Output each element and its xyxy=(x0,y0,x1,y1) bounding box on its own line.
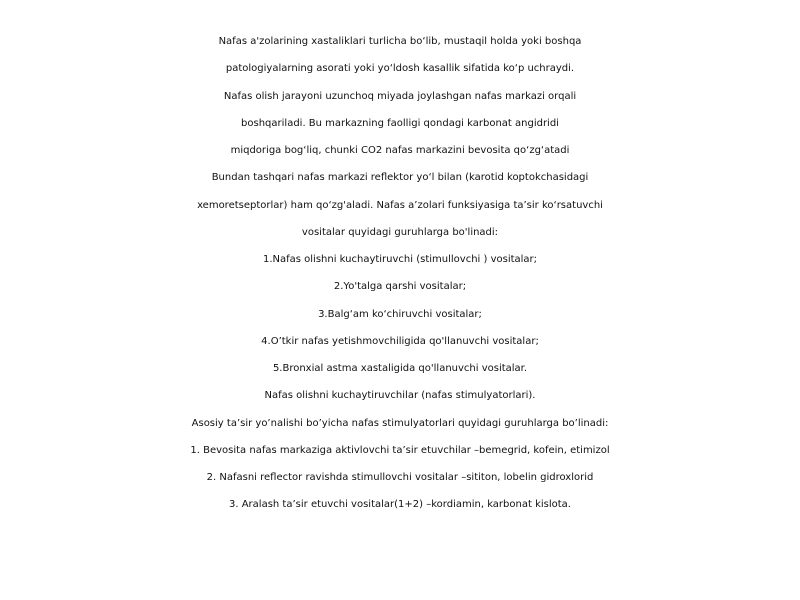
document-body xyxy=(0,28,800,519)
text-line: Nafas olish jarayoni uzunchoq miyada joylashgan nafas markazi orqali xyxy=(223,90,577,102)
list-item: 3. Aralash ta’sir etuvchi vositalar(1+2) –kordiamin, karbonat kislota. xyxy=(229,499,571,511)
list-item: 1.Nafas olishni kuchaytiruvchi (stimullovchi ) vositalar; xyxy=(262,254,538,265)
text-line: boshqariladi. Bu markazning faolligi qondagi karbonat angidridi xyxy=(241,117,559,129)
text-line: vositalar quyidagi guruhlarga bo'linadi: xyxy=(301,226,499,238)
text-line: Nafas a'zolarining xastaliklari turlicha bo‘lib, mustaqil holda yoki boshqa xyxy=(218,36,582,47)
list-item: 2.Yo'talga qarshi vositalar; xyxy=(333,281,467,293)
text-line: Asosiy ta’sir yo’nalishi bo’yicha nafas stimulyatorlari quyidagi guruhlarga bo’linadi: xyxy=(191,417,609,429)
section-heading: Nafas olishni kuchaytiruvchilar (nafas stimulyatorlari). xyxy=(264,390,536,402)
text-line: patologiyalarning asorati yoki yo‘ldosh kasallik sifatida ko‘p uchraydi. xyxy=(225,63,575,75)
text-line: Bundan tashqari nafas markazi reflektor yo‘l bilan (karotid koptokchasidagi xyxy=(211,172,589,184)
list-item: 3.Balg‘am ko‘chiruvchi vositalar; xyxy=(318,308,482,320)
list-item: 4.O’tkir nafas yetishmovchiligida qo'llanuvchi vositalar; xyxy=(261,335,539,347)
text-line: xemoretseptorlar) ham qo‘zg'aladi. Nafas a’zolari funksiyasiga ta’sir ko‘rsatuvchi xyxy=(197,199,603,211)
list-item: 2. Nafasni reflector ravishda stimullovchi vositalar –sititon, lobelin gidroxlorid xyxy=(206,472,594,483)
list-item: 5.Bronxial astma xastaligida qo'llanuvchi vositalar. xyxy=(272,363,528,374)
text-line: miqdoriga bog‘liq, chunki CO2 nafas markazini bevosita qo‘zg‘atadi xyxy=(230,145,570,156)
list-item: 1. Bevosita nafas markaziga aktivlovchi ta’sir etuvchilar –bemegrid, kofein, etimizol xyxy=(190,444,610,456)
